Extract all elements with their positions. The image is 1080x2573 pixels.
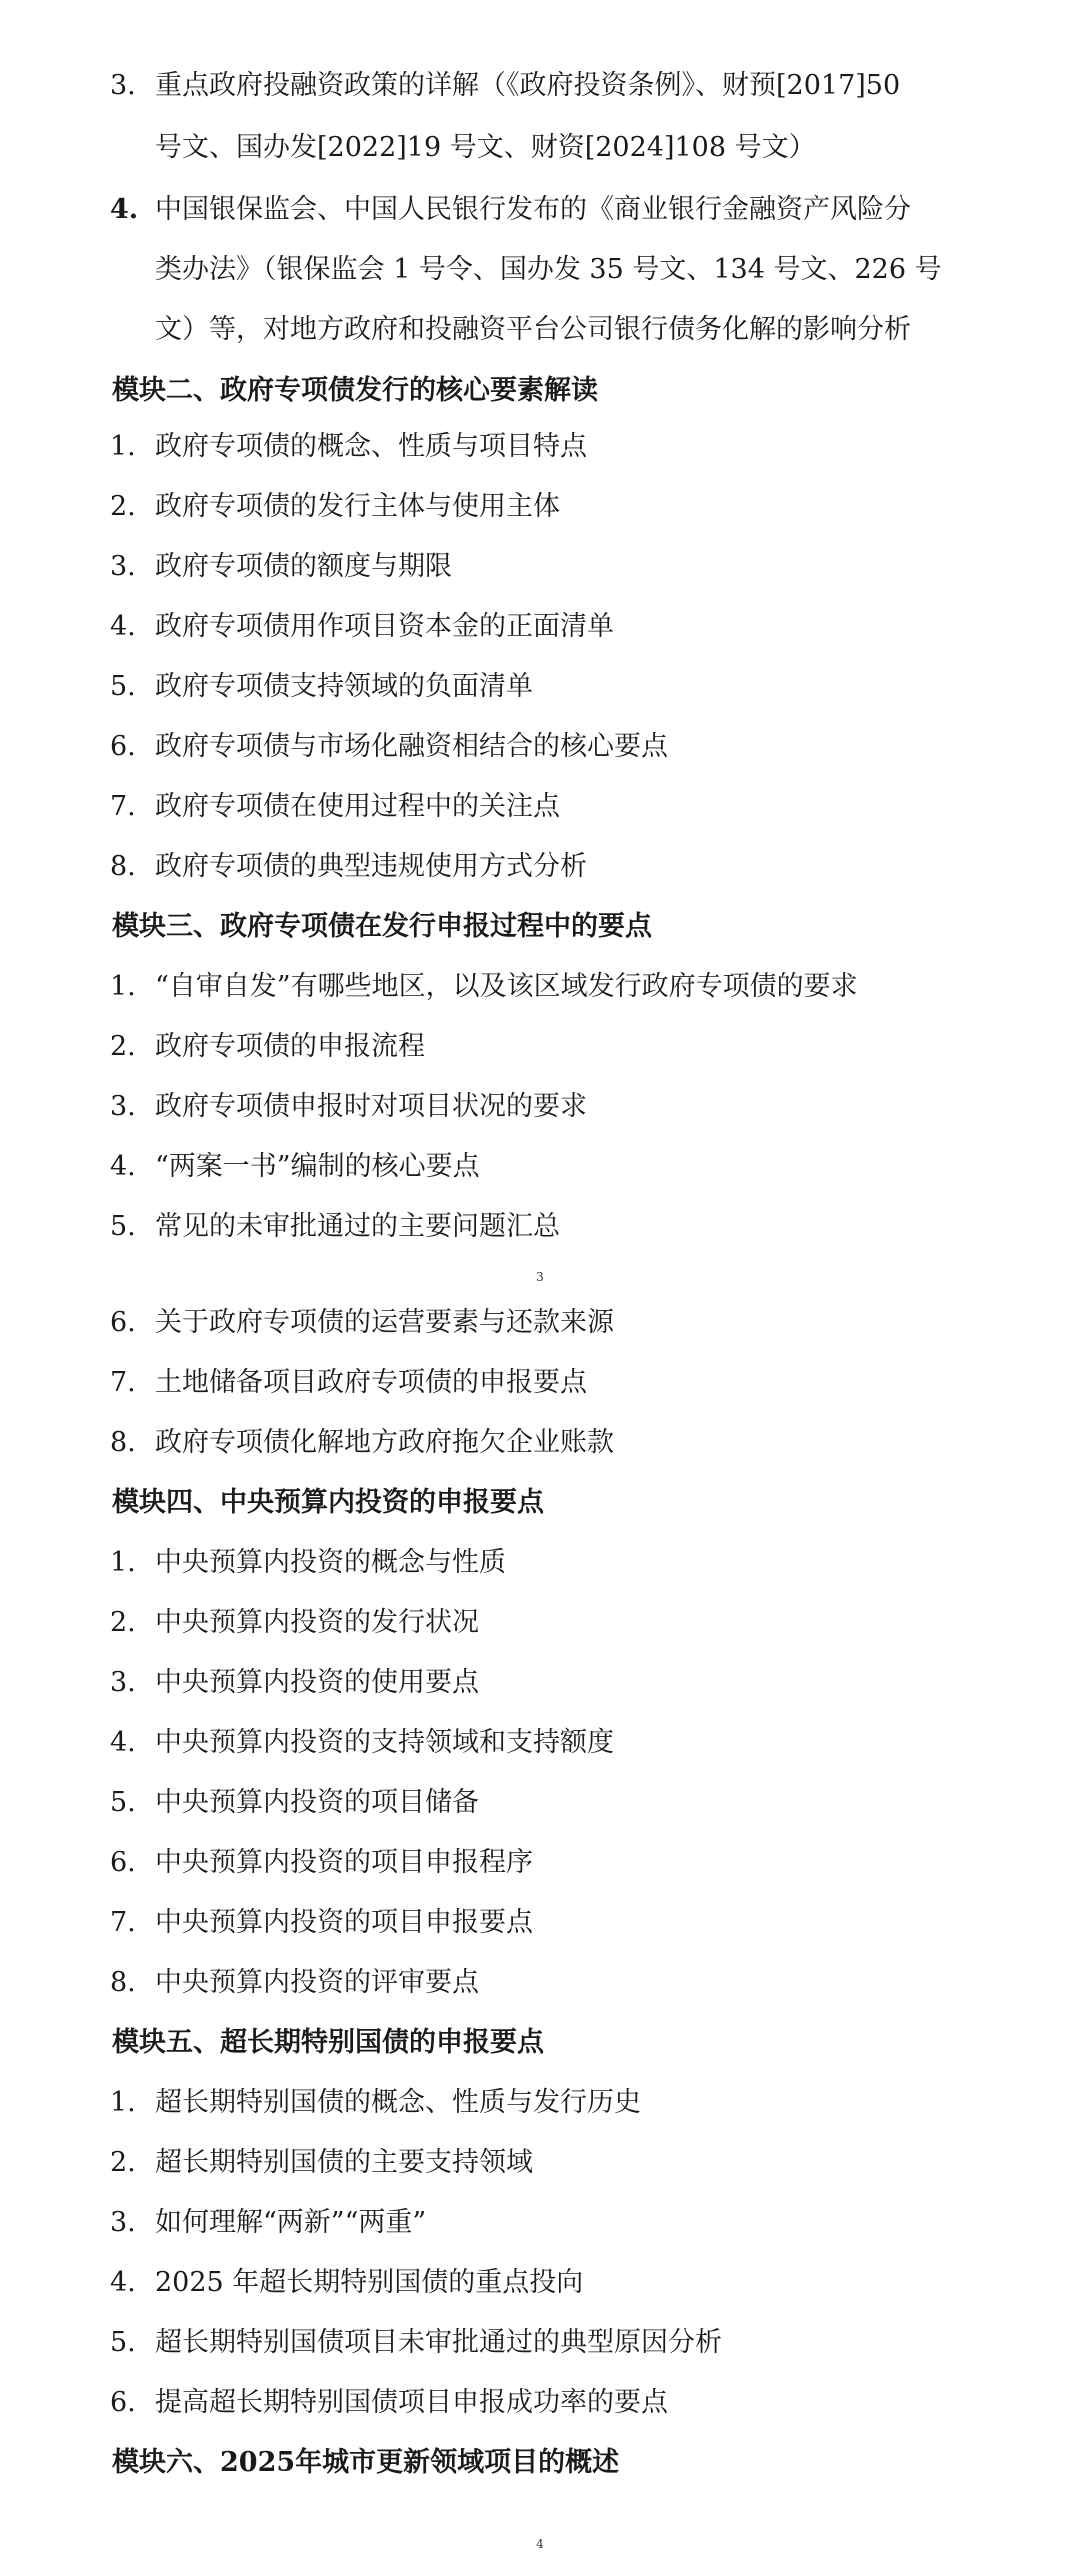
list-item-number: 7. xyxy=(110,1367,136,1398)
list-item-number: 1. xyxy=(110,2087,136,2118)
list-item-number: 3. xyxy=(110,551,136,582)
list-item xyxy=(0,1077,1080,1137)
list-item-text: 超长期特别国债项目未审批通过的典型原因分析 xyxy=(155,2327,722,2358)
section-heading-text: 模块六、2025年城市更新领域项目的概述 xyxy=(112,2447,620,2478)
list-item-number: 2. xyxy=(110,2147,136,2178)
list-item xyxy=(0,1197,1080,1257)
list-item-text: 政府专项债支持领域的负面清单 xyxy=(155,671,533,702)
list-item-number: 4. xyxy=(110,2267,136,2298)
list-item-text: 2025 年超长期特别国债的重点投向 xyxy=(155,2267,584,2298)
section-heading xyxy=(0,1473,1080,1533)
list-item-text: 政府专项债化解地方政府拖欠企业账款 xyxy=(155,1427,614,1458)
section-heading xyxy=(0,2433,1080,2493)
page-number: 4 xyxy=(536,2537,544,2551)
list-item-text: 如何理解“两新”“两重” xyxy=(155,2207,427,2238)
list-item-continuation-text: 类办法》（银保监会 1 号令、国办发 35 号文、134 号文、226 号 xyxy=(155,254,942,285)
list-item-number: 3. xyxy=(110,1667,136,1698)
list-item-text: “两案一书”编制的核心要点 xyxy=(155,1151,480,1182)
list-item-continuation-text: 号文、国办发[2022]19 号文、财资[2024]108 号文） xyxy=(155,132,816,163)
list-item-text: 中央预算内投资的概念与性质 xyxy=(155,1547,506,1578)
list-item xyxy=(0,597,1080,657)
section-heading xyxy=(0,2013,1080,2073)
list-item xyxy=(0,1773,1080,1833)
section-heading-text: 模块三、政府专项债在发行申报过程中的要点 xyxy=(112,911,652,942)
list-item-number: 6. xyxy=(110,1847,136,1878)
list-item-number: 6. xyxy=(110,2387,136,2418)
list-item xyxy=(0,1353,1080,1413)
list-item-number: 2. xyxy=(110,491,136,522)
section-heading xyxy=(0,897,1080,957)
list-item xyxy=(0,56,1080,116)
list-item xyxy=(0,837,1080,897)
list-item-text: 政府专项债用作项目资本金的正面清单 xyxy=(155,611,614,642)
list-item-number: 4. xyxy=(110,611,136,642)
list-item xyxy=(0,1293,1080,1353)
section-heading-text: 模块四、中央预算内投资的申报要点 xyxy=(112,1487,544,1518)
list-item-text: 重点政府投融资政策的详解（《政府投资条例》、财预[2017]50 xyxy=(155,70,901,101)
list-item-number: 5. xyxy=(110,671,136,702)
list-item-number: 8. xyxy=(110,1427,136,1458)
list-item-text: 中央预算内投资的评审要点 xyxy=(155,1967,479,1998)
section-heading xyxy=(0,361,1080,421)
list-item-text: 中央预算内投资的发行状况 xyxy=(155,1607,479,1638)
page-number: 3 xyxy=(536,1270,544,1284)
list-item xyxy=(0,1137,1080,1197)
list-item-number: 3. xyxy=(110,2207,136,2238)
list-item-text: 政府专项债的发行主体与使用主体 xyxy=(155,491,560,522)
list-item xyxy=(0,1017,1080,1077)
list-item xyxy=(0,2373,1080,2433)
list-item-text: 中央预算内投资的项目申报要点 xyxy=(155,1907,533,1938)
list-item-number: 5. xyxy=(110,1787,136,1818)
list-item xyxy=(0,537,1080,597)
list-item-number: 8. xyxy=(110,851,136,882)
list-item xyxy=(0,1953,1080,2013)
list-item xyxy=(0,1893,1080,1953)
list-item xyxy=(0,2313,1080,2373)
list-item xyxy=(0,1653,1080,1713)
list-item-text: 超长期特别国债的概念、性质与发行历史 xyxy=(155,2087,641,2118)
list-item-text: 中央预算内投资的使用要点 xyxy=(155,1667,479,1698)
list-item-text: 超长期特别国债的主要支持领域 xyxy=(155,2147,533,2178)
list-item-text: 政府专项债的典型违规使用方式分析 xyxy=(155,851,587,882)
list-item-number: 6. xyxy=(110,1307,136,1338)
list-item xyxy=(0,1713,1080,1773)
list-item-text: 政府专项债的概念、性质与项目特点 xyxy=(155,431,587,462)
list-item-number: 4. xyxy=(110,194,139,225)
list-item-number: 1. xyxy=(110,1547,136,1578)
list-item-number: 2. xyxy=(110,1031,136,1062)
list-item-number: 3. xyxy=(110,70,136,101)
list-item-text: 政府专项债的申报流程 xyxy=(155,1031,425,1062)
list-item-text: 政府专项债在使用过程中的关注点 xyxy=(155,791,560,822)
list-item-text: 政府专项债与市场化融资相结合的核心要点 xyxy=(155,731,668,762)
list-item-text: 中央预算内投资的项目申报程序 xyxy=(155,1847,533,1878)
list-item-continuation-text: 文）等，对地方政府和投融资平台公司银行债务化解的影响分析 xyxy=(155,314,911,345)
list-item-text: 中国银保监会、中国人民银行发布的《商业银行金融资产风险分 xyxy=(155,194,911,225)
section-heading-text: 模块二、政府专项债发行的核心要素解读 xyxy=(112,375,598,406)
list-item-number: 1. xyxy=(110,971,136,1002)
list-item-text: 中央预算内投资的项目储备 xyxy=(155,1787,479,1818)
list-item xyxy=(0,777,1080,837)
list-item xyxy=(0,717,1080,777)
list-item-text: 中央预算内投资的支持领域和支持额度 xyxy=(155,1727,614,1758)
list-item-number: 5. xyxy=(110,2327,136,2358)
list-item-continuation xyxy=(0,300,1080,360)
list-item xyxy=(0,657,1080,717)
list-item-continuation xyxy=(0,240,1080,300)
list-item xyxy=(0,2193,1080,2253)
list-item xyxy=(0,1413,1080,1473)
list-item xyxy=(0,1533,1080,1593)
list-item xyxy=(0,2133,1080,2193)
list-item xyxy=(0,417,1080,477)
list-item-number: 8. xyxy=(110,1967,136,1998)
list-item-number: 2. xyxy=(110,1607,136,1638)
list-item-number: 7. xyxy=(110,1907,136,1938)
list-item-text: 提高超长期特别国债项目申报成功率的要点 xyxy=(155,2387,668,2418)
list-item-text: 政府专项债申报时对项目状况的要求 xyxy=(155,1091,587,1122)
list-item xyxy=(0,1593,1080,1653)
list-item-number: 7. xyxy=(110,791,136,822)
list-item-text: 土地储备项目政府专项债的申报要点 xyxy=(155,1367,587,1398)
list-item-text: 政府专项债的额度与期限 xyxy=(155,551,452,582)
list-item-text: 关于政府专项债的运营要素与还款来源 xyxy=(155,1307,614,1338)
list-item-text: “自审自发”有哪些地区，以及该区域发行政府专项债的要求 xyxy=(155,971,858,1002)
list-item-number: 3. xyxy=(110,1091,136,1122)
list-item-number: 4. xyxy=(110,1151,136,1182)
section-heading-text: 模块五、超长期特别国债的申报要点 xyxy=(112,2027,544,2058)
list-item-number: 6. xyxy=(110,731,136,762)
list-item-text: 常见的未审批通过的主要问题汇总 xyxy=(155,1211,560,1242)
list-item xyxy=(0,2073,1080,2133)
list-item xyxy=(0,957,1080,1017)
list-item xyxy=(0,1833,1080,1893)
list-item xyxy=(0,477,1080,537)
list-item-number: 1. xyxy=(110,431,136,462)
list-item xyxy=(0,2253,1080,2313)
list-item-number: 4. xyxy=(110,1727,136,1758)
list-item xyxy=(0,180,1080,240)
list-item-number: 5. xyxy=(110,1211,136,1242)
list-item-continuation xyxy=(0,118,1080,178)
